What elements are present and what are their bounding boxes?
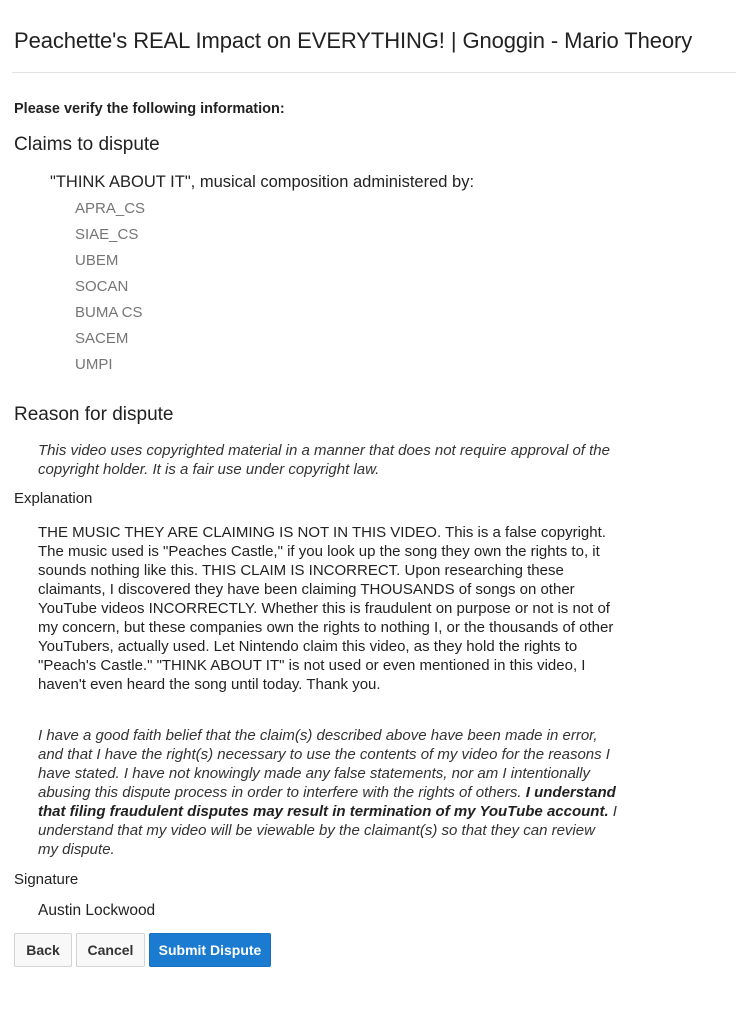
administrator-item: BUMA CS [75,304,143,321]
claim-line: "THINK ABOUT IT", musical composition administered by: [50,173,475,191]
explanation-label: Explanation [14,490,93,507]
administrator-item: UBEM [75,252,119,269]
good-faith-text: I have a good faith belief that the claim(s) described above have been made in error, and that I have the right(s) necessary to use the contents of my video for the reasons I have stated. I have not knowingly made any false statements, nor am I intentionally abusing this dispute process in order to interfere with the rights of others. [38,727,610,801]
administrator-item: SACEM [75,330,129,347]
signature-value: Austin Lockwood [38,902,156,919]
administrator-item: SIAE_CS [75,226,139,243]
reason-text: This video uses copyrighted material in a manner that does not require approval of the copyright holder. It is a fair use under copyright law. [38,442,610,478]
administrator-list [75,199,145,381]
back-button[interactable]: Back [14,933,72,967]
administrator-item: APRA_CS [75,200,146,217]
submit-dispute-button[interactable]: Submit Dispute [149,933,271,967]
explanation-text: THE MUSIC THEY ARE CLAIMING IS NOT IN THIS VIDEO. This is a false copyright. The music used is "Peaches Castle," if you look up the song they own the rights to, it sounds nothing like this. THIS CLAIM IS INCORRECT. Upon researching these claimants, I discovered they have been claiming THOUSANDS of songs on other YouTube videos INCORRECTLY. Whether this is fraudulent on purpose or not is not of my concern, but these companies own the rights to nothing I, or the thousands of other YouTubers, actually used. Let Nintendo claim this video, as they hold the rights to "Peach's Castle." "THINK ABOUT IT" is not used or even mentioned in this video, I haven't even heard the song until today. Thank you. [38,524,614,693]
title-divider [12,72,736,73]
good-faith-warning: I understand that filing fraudulent disputes may result in termination of my YouTube account. [38,784,616,820]
good-faith-text-end: I understand that my video will be viewable by the claimant(s) so that they can review my dispute. [38,803,617,858]
claims-heading: Claims to dispute [14,134,160,155]
reason-heading: Reason for dispute [14,404,174,425]
good-faith-statement [38,726,618,859]
administrator-item: UMPI [75,356,113,373]
verify-heading: Please verify the following information: [14,101,285,117]
cancel-button[interactable]: Cancel [76,933,145,967]
video-title: Peachette's REAL Impact on EVERYTHING! | Gnoggin - Mario Theory [14,28,693,53]
signature-label: Signature [14,871,79,888]
administrator-item: SOCAN [75,278,129,295]
